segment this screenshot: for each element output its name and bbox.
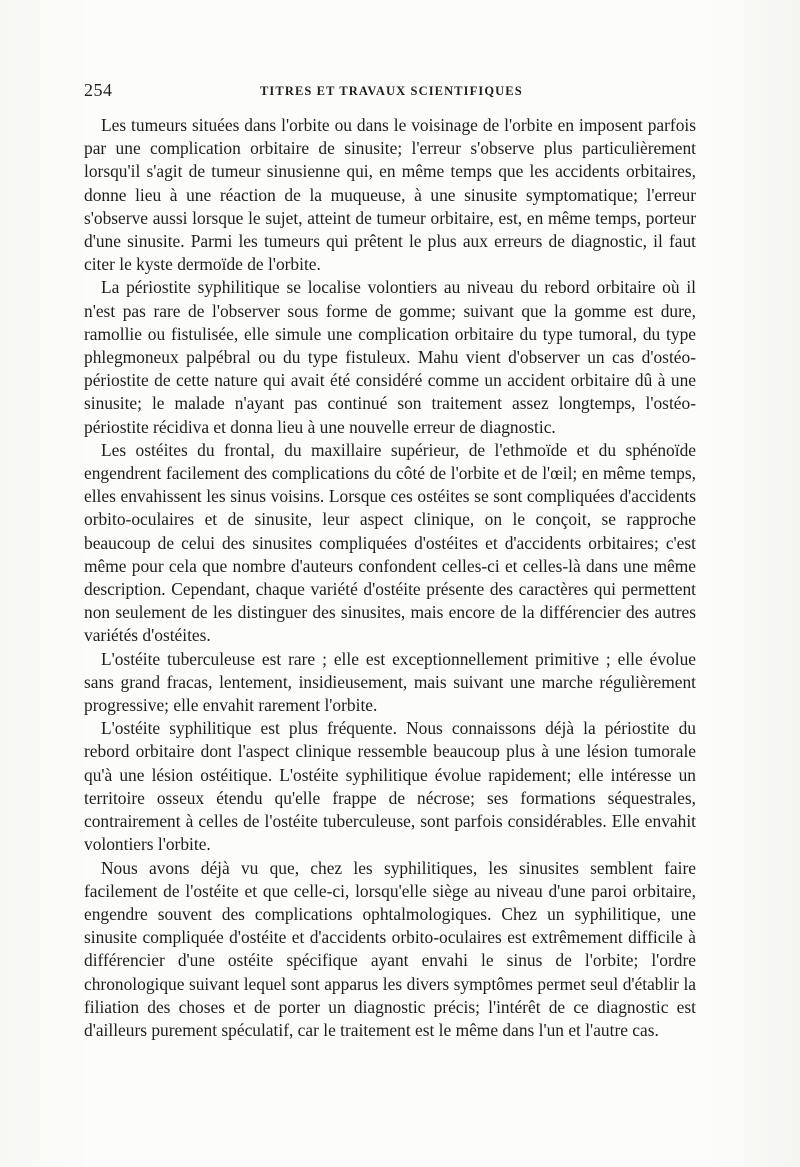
- page-number: 254: [84, 80, 113, 100]
- page-header: [84, 80, 716, 104]
- paragraph-osteites: Les ostéites du frontal, du maxillaire supérieur, de l'ethmoïde et du sphénoïde engendrent facilement des complications du côté de l'orbite et de l'œil; en même temps, elles envahissent les sinus voisins. Lorsque ces ostéites se sont compliquées d'accidents orbito-oculaires et de sinusite, leur aspect clinique, on le conçoit, se rapproche beaucoup de celui des sinusites compliquées d'ostéites et d'accidents orbitaires; c'est même pour cela que nombre d'auteurs confondent celles-ci et celles-là dans une même description. Cependant, chaque variété d'ostéite présente des caractères qui permettent non seulement de les distinguer des sinusites, mais encore de la différencier des autres variétés d'ostéites.: [84, 439, 696, 646]
- body-text: [84, 114, 696, 1042]
- paragraph-periostite: La périostite syphilitique se localise volontiers au niveau du rebord orbitaire où il n'est pas rare de l'observer sous forme de gomme; suivant que la gomme est dure, ramollie ou fistulisée, elle simule une complication orbitaire du type tumoral, du type phlegmoneux palpébral ou du type fistuleux. Mahu vient d'observer un cas d'ostéo-périostite de cette nature qui avait été considéré comme un accident orbitaire dû à une sinusite; le malade n'ayant pas continué son traitement assez longtemps, l'ostéo-périostite récidiva et donna lieu à une nouvelle erreur de diagnostic.: [84, 277, 696, 437]
- running-title: TITRES ET TRAVAUX SCIENTIFIQUES: [260, 84, 523, 98]
- paragraph-syphilitiques: Nous avons déjà vu que, chez les syphilitiques, les sinusites semblent faire facilement de l'ostéite et que celle-ci, lorsqu'elle siège au niveau d'une paroi orbitaire, engendre souvent des complications ophtalmologiques. Chez un syphilitique, une sinusite compliquée d'ostéite et d'accidents orbito-oculaires est extrêmement difficile à différencier d'une ostéite spécifique ayant envahi le sinus de l'orbite; l'ordre chronologique suivant lequel sont apparus les divers symptômes permet seul d'établir la filiation des choses et de porter un diagnostic précis; l'intérêt de ce diagnostic est d'ailleurs purement spéculatif, car le traitement est le même dans l'un et l'autre cas.: [84, 857, 696, 1040]
- paragraph-tumeurs: Les tumeurs situées dans l'orbite ou dans le voisinage de l'orbite en imposent parfois par une complication orbitaire de sinusite; l'erreur s'observe plus particulièrement lorsqu'il s'agit de tumeur sinusienne qui, en même temps que les accidents orbitaires, donne lieu à une réaction de la muqueuse, à une sinusite symptomatique; l'erreur s'observe aussi lorsque le sujet, atteint de tumeur orbitaire, est, en même temps, porteur d'une sinusite. Parmi les tumeurs qui prêtent le plus aux erreurs de diagnostic, il faut citer le kyste dermoïde de l'orbite.: [84, 115, 696, 275]
- paragraph-osteite-tuberculeuse: L'ostéite tuberculeuse est rare ; elle est exceptionnellement primitive ; elle évolue sans grand fracas, lentement, insidieusement, mais suivant une marche régulièrement progressive; elle envahit rarement l'orbite.: [84, 648, 696, 716]
- paragraph-osteite-syphilitique: L'ostéite syphilitique est plus fréquente. Nous connaissons déjà la périostite du rebord orbitaire dont l'aspect clinique ressemble beaucoup plus à une lésion tumorale qu'à une lésion ostéitique. L'ostéite syphilitique évolue rapidement; elle intéresse un territoire osseux étendu qu'elle frappe de nécrose; ses formations séquestrales, contrairement à celles de l'ostéite tuberculeuse, sont parfois considérables. Elle envahit volontiers l'orbite.: [84, 718, 696, 855]
